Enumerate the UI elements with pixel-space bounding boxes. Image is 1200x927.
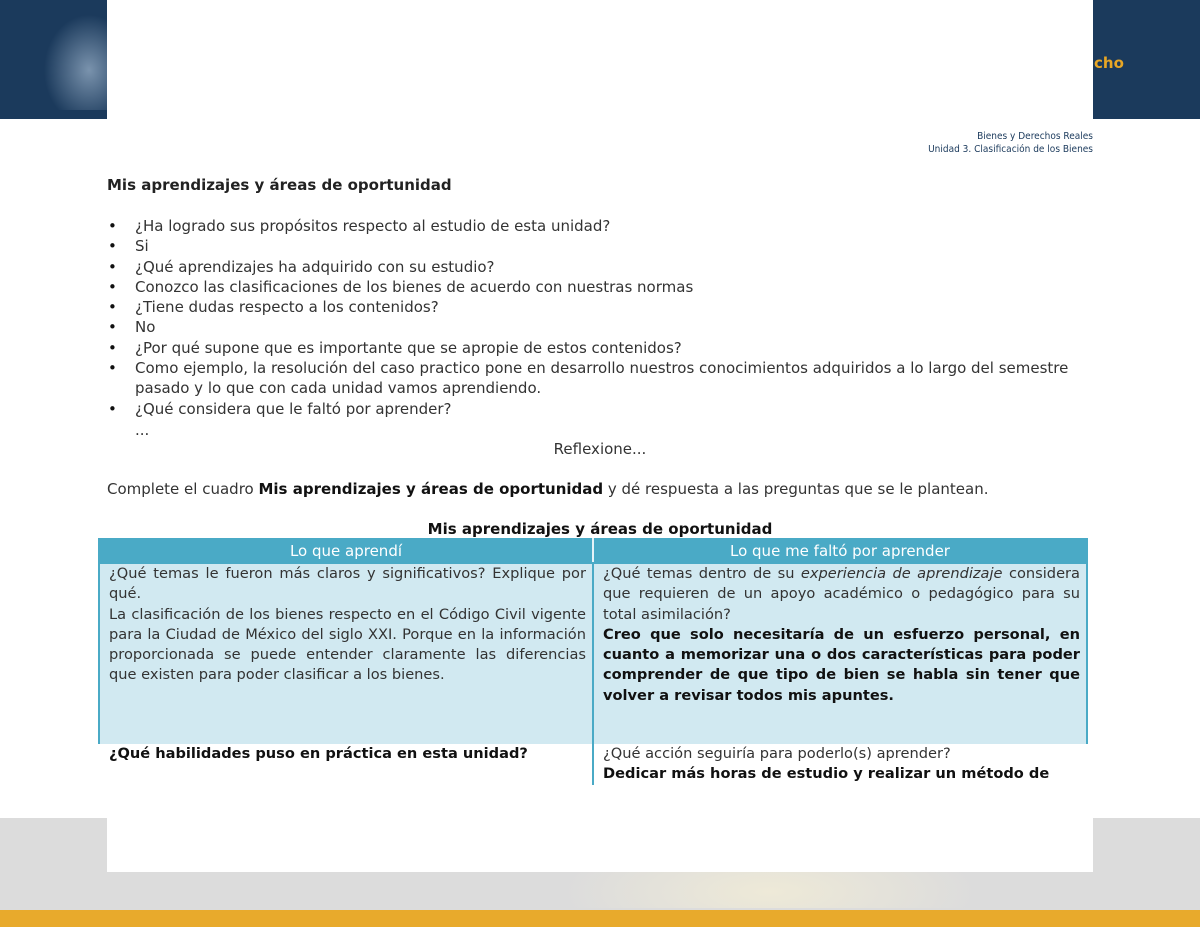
list-item: • ¿Ha logrado sus propósitos respecto al estudio de esta unidad? bbox=[107, 216, 1093, 236]
instruction-prefix: Complete el cuadro bbox=[107, 480, 259, 498]
cell-question bbox=[603, 564, 1080, 625]
document-page bbox=[107, 0, 1093, 872]
list-item: • ¿Tiene dudas respecto a los contenidos? bbox=[107, 297, 1093, 317]
unit-name: Unidad 3. Clasificación de los Bienes bbox=[928, 144, 1093, 155]
list-item: • Si bbox=[107, 236, 1093, 256]
cell-question-part: considera que requieren de un apoyo académico o pedagógico para su total asimilación? bbox=[603, 565, 1080, 623]
table-header-missing: Lo que me faltó por aprender bbox=[593, 539, 1087, 563]
table-row bbox=[99, 744, 1087, 785]
cell-answer: La clasificación de los bienes respecto en el Código Civil vigente para la Ciudad de México del siglo XXI. Porque en la información proporcionada se puede entender claramente las diferencias que existen para poder clasificar a los bienes. bbox=[109, 605, 586, 684]
section-title: Mis aprendizajes y áreas de oportunidad bbox=[107, 176, 452, 194]
course-name: Bienes y Derechos Reales bbox=[977, 131, 1093, 142]
table-header-learned: Lo que aprendí bbox=[99, 539, 593, 563]
list-item: • ¿Qué considera que le faltó por aprender? bbox=[107, 399, 1093, 419]
reflexione-text: Reflexione... bbox=[553, 440, 647, 458]
list-item: • Como ejemplo, la resolución del caso practico pone en desarrollo nuestros conocimientos adquiridos a lo largo del semestre pasado y lo que con cada unidad vamos aprendiendo. bbox=[107, 358, 1093, 399]
ellipsis-text: ... bbox=[135, 421, 150, 439]
cell-question-emphasis: experiencia de aprendizaje bbox=[800, 565, 1003, 582]
reflection-questions-list bbox=[107, 216, 1093, 419]
instruction-bold: Mis aprendizajes y áreas de oportunidad bbox=[258, 480, 604, 498]
cell-answer: Dedicar más horas de estudio y realizar un método de bbox=[603, 765, 1050, 783]
table-cell-learned bbox=[99, 744, 593, 785]
cell-answer: Creo que solo necesitaría de un esfuerzo personal, en cuanto a memorizar una o dos características para poder comprender de que tipo de bien se habla sin tener que volver a revisar todos mis apuntes. bbox=[603, 625, 1080, 704]
table-row bbox=[99, 563, 1087, 744]
cell-question: ¿Qué acción seguiría para poderlo(s) aprender? bbox=[603, 745, 951, 762]
learning-table-container bbox=[98, 538, 1088, 788]
banner-swoosh-decoration bbox=[40, 10, 110, 110]
list-item: • ¿Por qué supone que es importante que se apropie de estos contenidos? bbox=[107, 338, 1093, 358]
instruction-text bbox=[107, 480, 989, 498]
list-item: • ¿Qué aprendizajes ha adquirido con su estudio? bbox=[107, 257, 1093, 277]
list-item: • Conozco las clasificaciones de los bienes de acuerdo con nuestras normas bbox=[107, 277, 1093, 297]
table-header-row bbox=[99, 539, 1087, 563]
cell-question: ¿Qué temas le fueron más claros y significativos? Explique por qué. bbox=[109, 565, 586, 603]
document-header bbox=[928, 130, 1093, 156]
footer-gold-bar bbox=[0, 910, 1200, 927]
table-cell-missing bbox=[593, 744, 1087, 785]
banner-brand-text: cho bbox=[1094, 54, 1124, 72]
learning-table bbox=[98, 538, 1088, 785]
table-caption: Mis aprendizajes y áreas de oportunidad bbox=[427, 520, 773, 538]
table-cell-learned bbox=[99, 563, 593, 744]
cell-question-part: ¿Qué temas dentro de su bbox=[603, 565, 801, 582]
instruction-suffix: y dé respuesta a las preguntas que se le plantean. bbox=[603, 480, 989, 498]
list-item: • No bbox=[107, 317, 1093, 337]
table-cell-missing bbox=[593, 563, 1087, 744]
cell-question: ¿Qué habilidades puso en práctica en esta unidad? bbox=[109, 745, 528, 762]
